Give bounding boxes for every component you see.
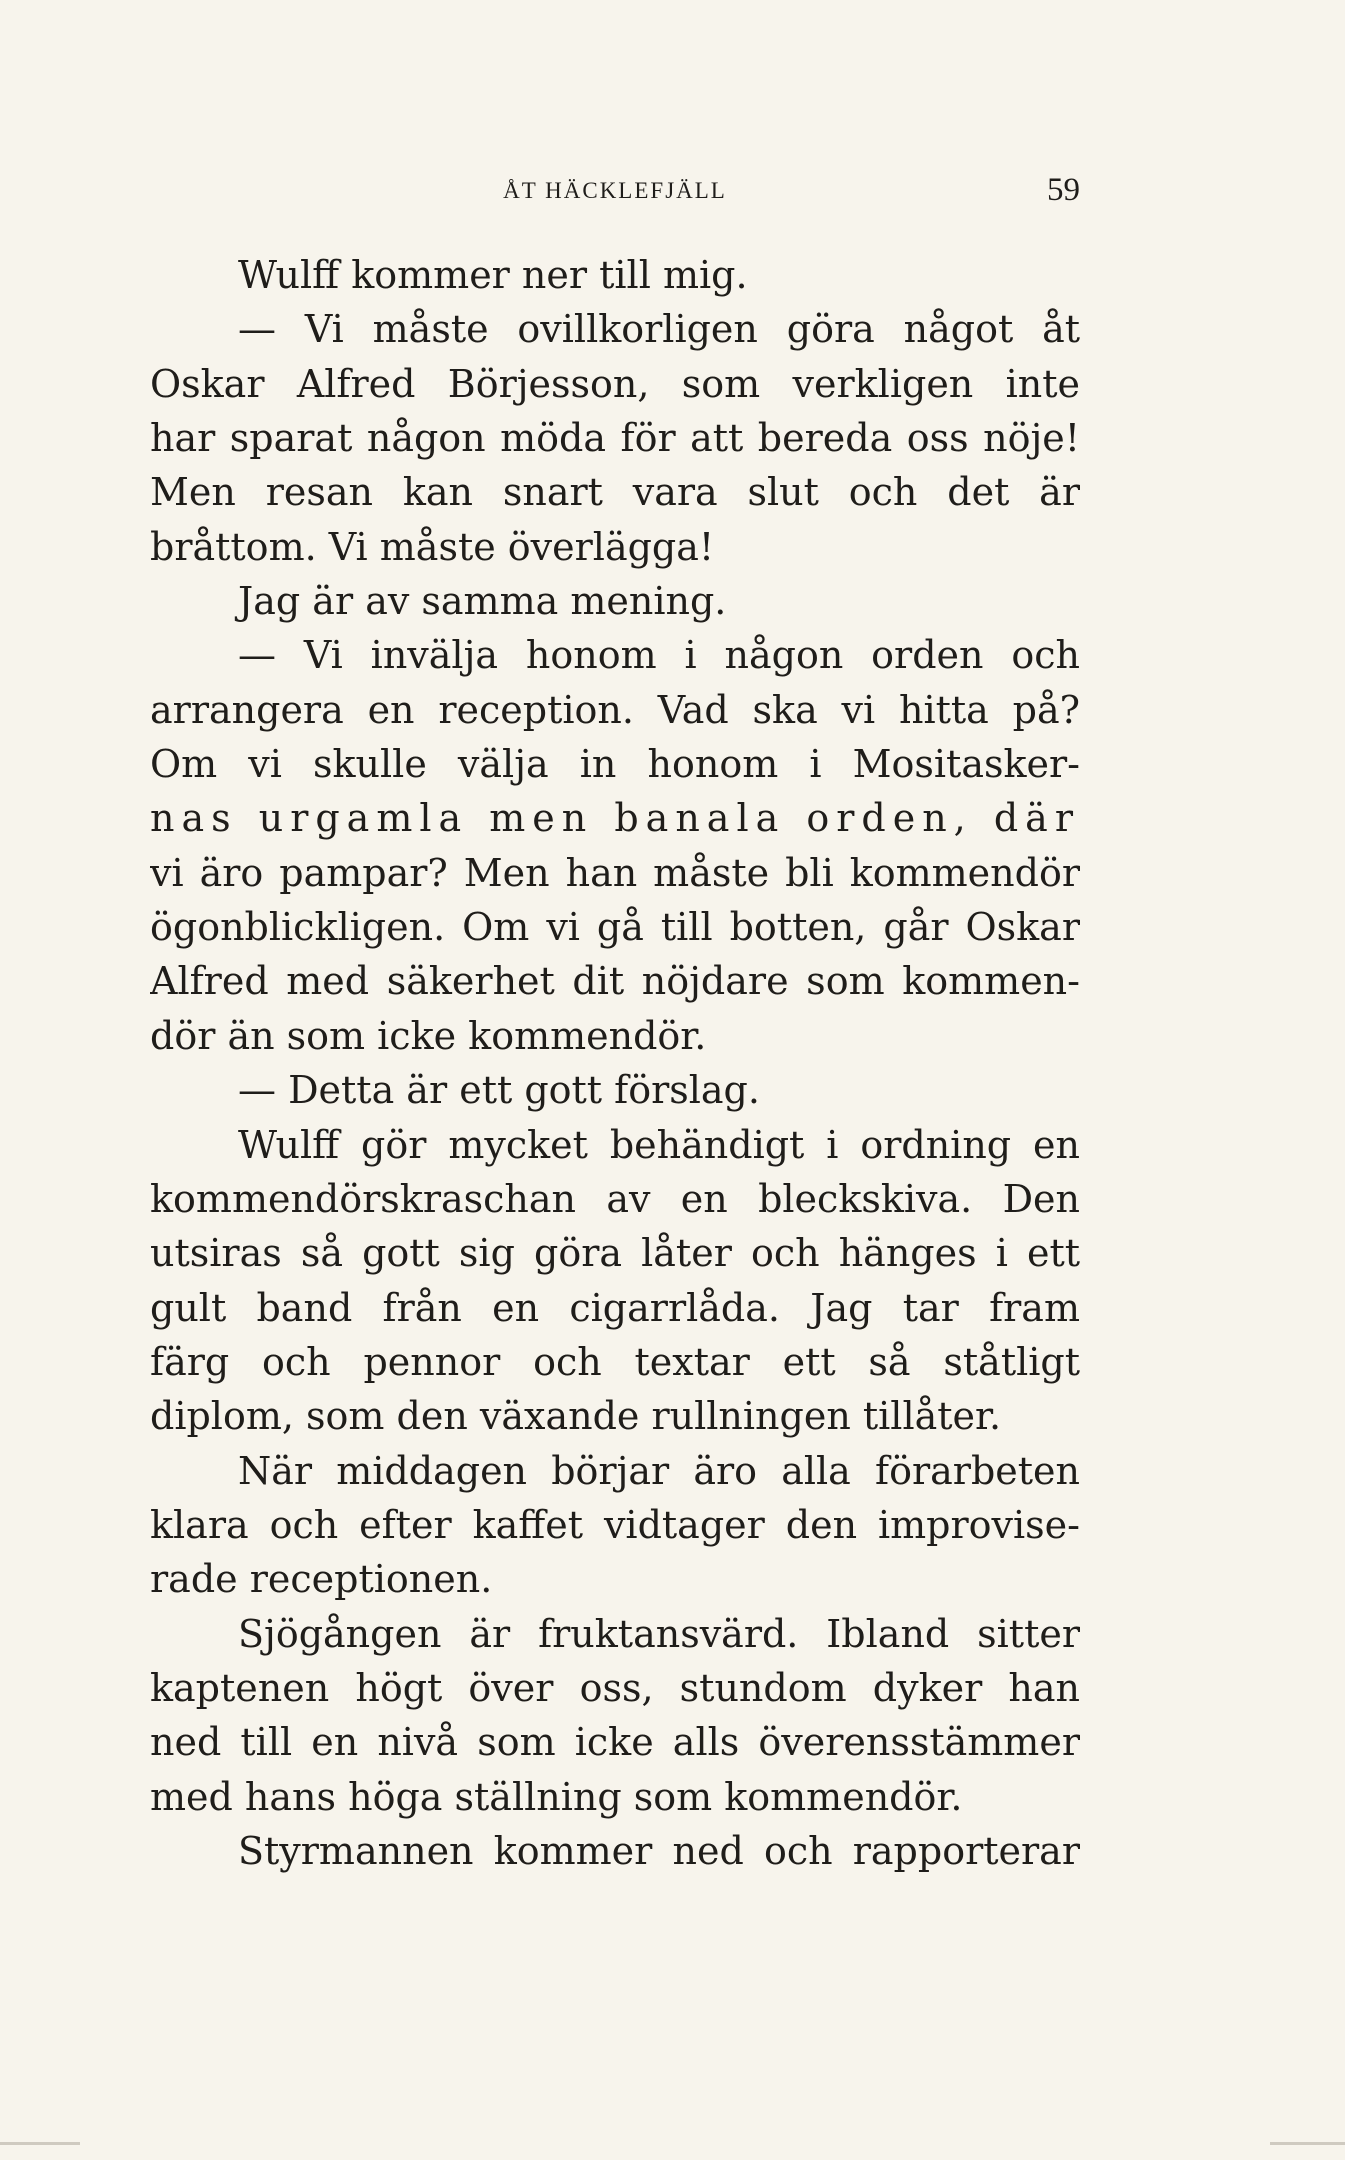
text-line: Styrmannen kommer ned och rapporterar	[238, 1828, 1080, 1873]
text-line: Jag är av samma mening.	[238, 579, 727, 624]
text-line: Men resan kan snart vara slut och det är	[150, 470, 1080, 515]
page-edge-shadow	[0, 2142, 80, 2145]
page-edge-shadow	[1270, 2142, 1345, 2145]
text-line: utsiras så gott sig göra låter och hänges i ett	[150, 1231, 1080, 1276]
text-line: rade receptionen.	[150, 1557, 493, 1602]
text-line: dör än som icke kommendör.	[150, 1013, 707, 1058]
page-header	[150, 172, 1080, 222]
text-line: Alfred med säkerhet dit nöjdare som kommen-	[150, 959, 1080, 1004]
text-line: gult band från en cigarrlåda. Jag tar fram	[150, 1285, 1080, 1330]
running-title: ÅT HÄCKLEFJÄLL	[503, 178, 727, 203]
page-number: 59	[1047, 172, 1080, 208]
text-line: med hans höga ställning som kommendör.	[150, 1774, 963, 1819]
text-line: Oskar Alfred Börjesson, som verkligen inte	[150, 361, 1080, 406]
text-line: nas urgamla men banala orden, där	[150, 796, 1080, 841]
text-line: Wulff kommer ner till mig.	[238, 253, 748, 297]
text-line: Sjögången är fruktansvärd. Ibland sitter	[238, 1611, 1080, 1656]
body-text	[150, 248, 1080, 1878]
text-line: klara och efter kaffet vidtager den improvise-	[150, 1502, 1080, 1547]
text-line: bråttom. Vi måste överlägga!	[150, 524, 715, 569]
text-line: kommendörskraschan av en bleckskiva. Den	[150, 1176, 1080, 1221]
text-line: ned till en nivå som icke alls överensstämmer	[150, 1720, 1080, 1765]
text-line: ögonblickligen. Om vi gå till botten, går Oskar	[150, 905, 1080, 950]
text-line: vi äro pampar? Men han måste bli kommendör	[150, 850, 1080, 895]
text-line: — Vi måste ovillkorligen göra något åt	[238, 307, 1080, 352]
text-line: kaptenen högt över oss, stundom dyker han	[150, 1665, 1080, 1710]
text-line: diplom, som den växande rullningen tillåter.	[150, 1394, 1002, 1439]
text-line: har sparat någon möda för att bereda oss nöje!	[150, 416, 1080, 461]
text-line: Wulff gör mycket behändigt i ordning en	[238, 1122, 1080, 1167]
text-line: När middagen börjar äro alla förarbeten	[238, 1448, 1080, 1493]
text-line: Om vi skulle välja in honom i Mositasker-	[150, 742, 1080, 787]
text-line: — Vi invälja honom i någon orden och	[238, 633, 1080, 678]
text-line: — Detta är ett gott förslag.	[238, 1068, 760, 1113]
text-line: arrangera en reception. Vad ska vi hitta på?	[150, 687, 1080, 732]
text-line: färg och pennor och textar ett så ståtligt	[150, 1339, 1080, 1384]
